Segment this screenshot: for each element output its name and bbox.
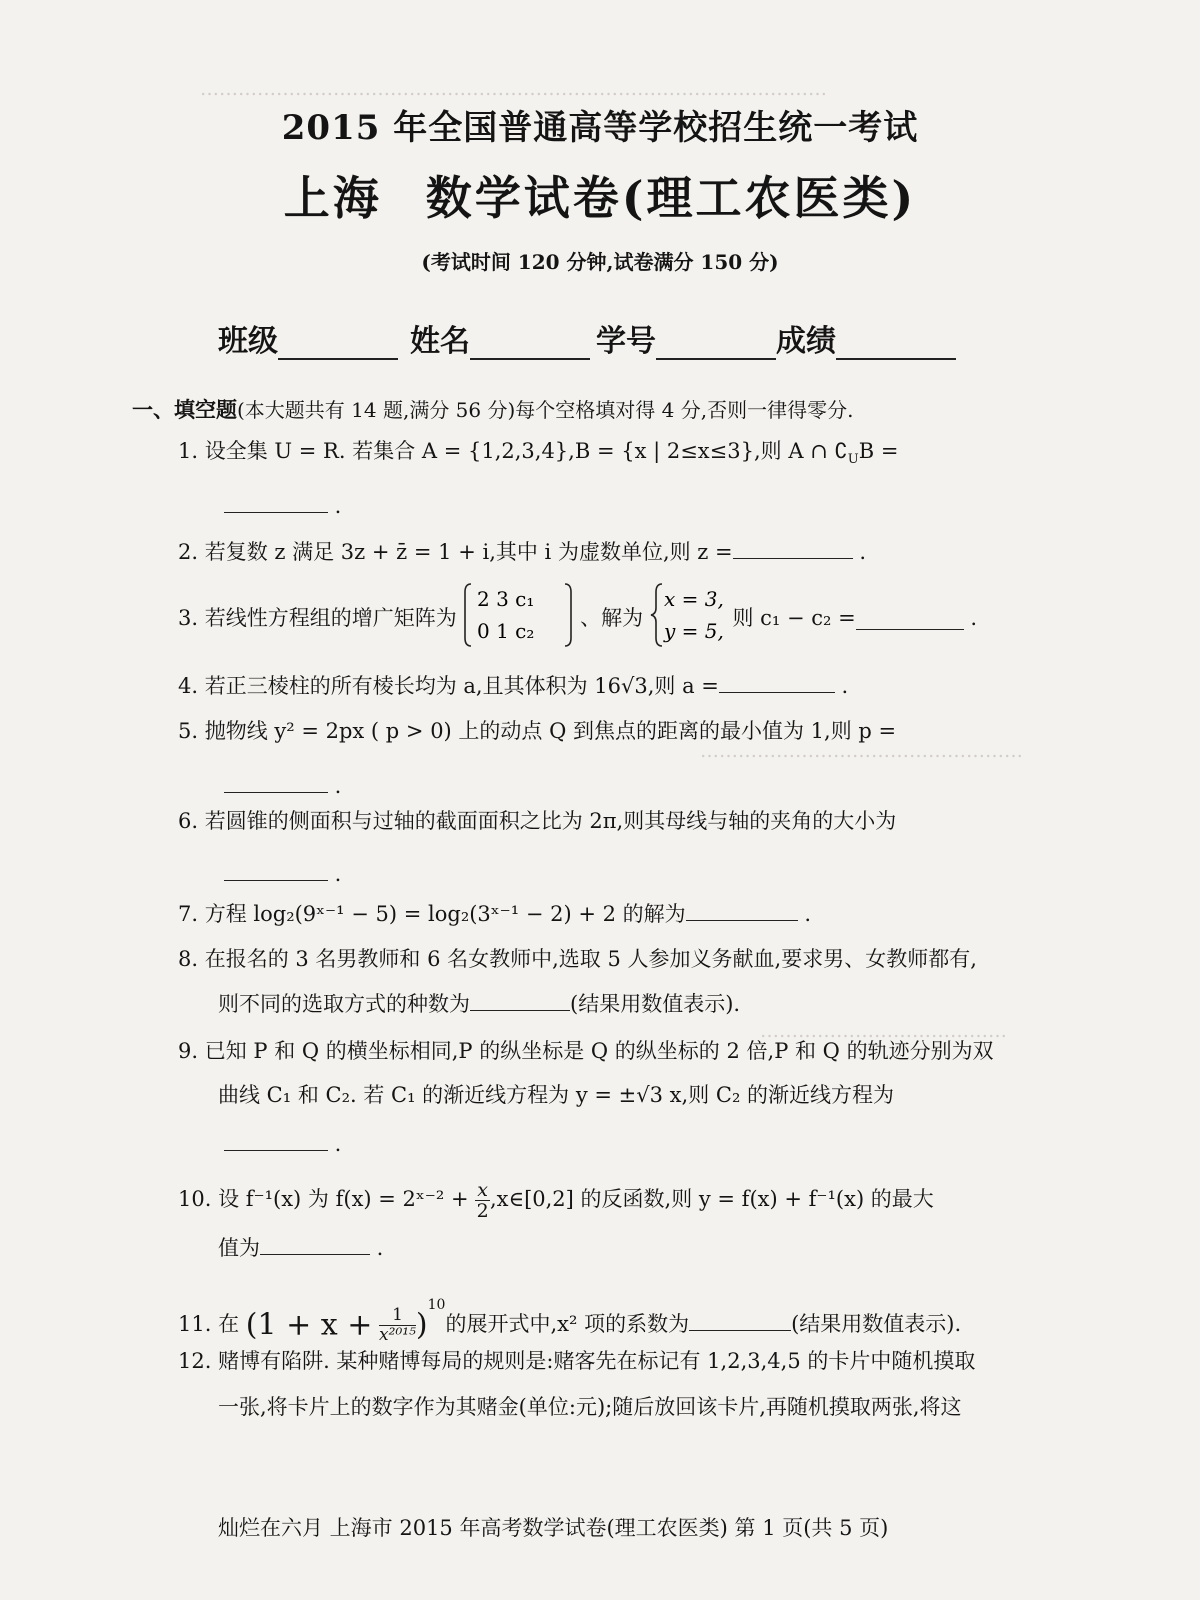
system-row-2: y = 5, [663, 619, 724, 643]
matrix-row-1: 2 3 c₁ [477, 587, 535, 611]
question-4: 4. 若正三棱柱的所有棱长均为 a,且其体积为 16√3,则 a = . [178, 670, 848, 701]
system-brace [650, 580, 726, 650]
answer-blank-9[interactable]: . [224, 1128, 341, 1159]
question-12-line-2: 一张,将卡片上的数字作为其赌金(单位:元);随后放回该卡片,再随机摸取两张,将这 [218, 1395, 962, 1419]
question-8: 8. 在报名的 3 名男教师和 6 名女教师中,选取 5 人参加义务献血,要求男、女教师都有, [178, 947, 977, 971]
matrix-row-2: 0 1 c₂ [477, 619, 535, 643]
answer-blank-1[interactable]: . [224, 490, 341, 521]
region-label: 上海 [283, 171, 382, 225]
section-description: (本大题共有 14 题,满分 56 分)每个空格填对得 4 分,否则一律得零分. [237, 398, 854, 422]
answer-blank-4[interactable] [719, 670, 835, 693]
bleed-through-text: ……………………………………………………………………………………… [200, 78, 827, 100]
question-12: 12. 赌博有陷阱. 某种赌博每局的规则是:赌客先在标记有 1,2,3,4,5 的卡片中随机摸取 [178, 1349, 976, 1373]
question-8-line-2: 则不同的选取方式的种数为 (结果用数值表示). [218, 988, 740, 1019]
bleed-through-text: …………………………………………… [700, 740, 1023, 762]
answer-blank-8[interactable] [470, 988, 570, 1011]
answer-blank-10[interactable] [260, 1232, 370, 1255]
question-10: 10. 设 f⁻¹(x) 为 f(x) = 2ˣ⁻² + $\frac{x}{2}$ ,x∈[0,2] 的反函数,则 y = f(x) + f⁻¹(x) 的最大 [178, 1179, 934, 1222]
answer-blank-2[interactable] [733, 536, 853, 559]
question-2: 2. 若复数 z 满足 3z + z̄ = 1 + i,其中 i 为虚数单位,则 z = . [178, 536, 866, 567]
class-label: 班级 [218, 324, 278, 359]
class-blank[interactable] [278, 328, 398, 360]
exam-subject-title [0, 162, 1200, 228]
system-row-1: x = 3, [663, 587, 724, 611]
question-11: 11. 在 (1 + x + $\frac{1}{\text{x²⁰¹⁵}}$ )$^{10}$的展开式中,x² 项的系数为 (结果用数值表示). [178, 1297, 962, 1345]
question-6: 6. 若圆锥的侧面积与过轴的截面面积之比为 2π,则其母线与轴的夹角的大小为 [178, 809, 897, 833]
answer-blank-5[interactable]: . [224, 770, 341, 801]
bleed-through-text: ………………………………… [760, 1020, 1007, 1042]
student-info-row [218, 316, 956, 360]
name-blank[interactable] [470, 328, 590, 360]
augmented-matrix [463, 580, 573, 656]
id-blank[interactable] [656, 328, 776, 360]
exam-title: 2015 年全国普通高等学校招生统一考试 [281, 108, 919, 148]
id-label: 学号 [596, 324, 656, 359]
section-title: 一、填空题 [132, 397, 237, 422]
paper-label: 数学试卷(理工农医类) [425, 171, 917, 225]
exam-duration-note: (考试时间 120 分钟,试卷满分 150 分) [421, 250, 779, 274]
answer-blank-6[interactable]: . [224, 858, 341, 889]
solution-system [650, 580, 726, 656]
answer-blank-11[interactable] [689, 1308, 791, 1331]
question-7: 7. 方程 log₂(9ˣ⁻¹ − 5) = log₂(3ˣ⁻¹ − 2) + 2 的解为 . [178, 898, 811, 929]
question-5: 5. 抛物线 y² = 2px ( p > 0) 上的动点 Q 到焦点的距离的最小值为 1,则 p = [178, 719, 897, 743]
section-heading [132, 394, 853, 424]
question-1: 1. 设全集 U = R. 若集合 A = {1,2,3,4},B = {x | 2≤x≤3},则 A ∩ $∁_UB$ = [178, 439, 899, 468]
score-blank[interactable] [836, 328, 956, 360]
fraction-1-over-x2015: $\frac{1}{\text{x²⁰¹⁵}}$ [379, 1305, 416, 1345]
name-label: 姓名 [410, 324, 470, 359]
answer-blank-3[interactable] [856, 607, 964, 630]
page-footer: 灿烂在六月 上海市 2015 年高考数学试卷(理工农医类) 第 1 页(共 5 页) [218, 1516, 889, 1540]
matrix-brackets [463, 580, 573, 650]
question-3: 3. 若线性方程组的增广矩阵为 2 3 c₁ 0 1 c₂ 、解为 x = 3, y = 5, 则 c₁ − c₂ = . [178, 580, 977, 656]
fraction-x-over-2: $\frac{x}{2}$ [476, 1179, 489, 1222]
question-9: 9. 已知 P 和 Q 的横坐标相同,P 的纵坐标是 Q 的纵坐标的 2 倍,P 和 Q 的轨迹分别为双 [178, 1039, 994, 1063]
question-9-line-2: 曲线 C₁ 和 C₂. 若 C₁ 的渐近线方程为 y = ±√3 x,则 C₂ 的渐近线方程为 [218, 1083, 895, 1107]
answer-blank-7[interactable] [686, 898, 798, 921]
score-label: 成绩 [776, 324, 836, 359]
question-10-line-2: 值为 . [218, 1232, 383, 1263]
